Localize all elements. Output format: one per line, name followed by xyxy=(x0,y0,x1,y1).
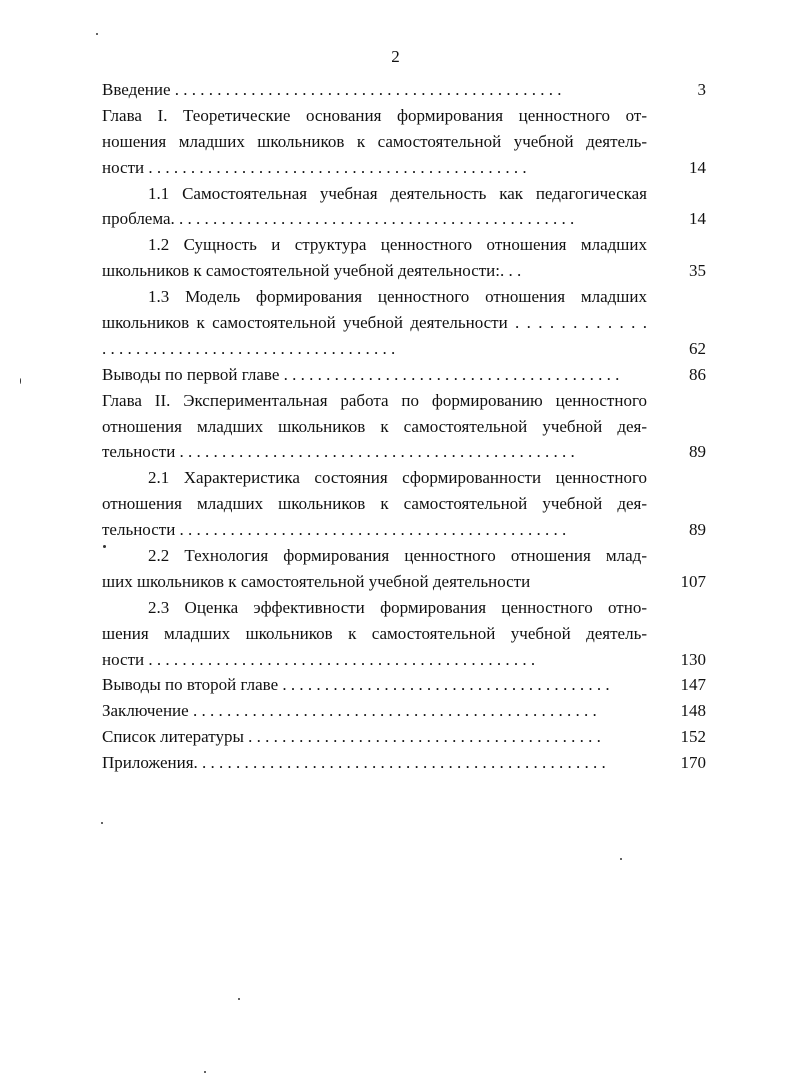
toc-entry-line: Заключение . . . . . . . . . . . . . . . . . . . . . . . . . . . . . . . . . . . . . . . . . . . . . . . . xyxy=(102,701,597,721)
toc-entry-line: . . . . . . . . . . . . . . . . . . . . . . . . . . . . . . . . . . . xyxy=(102,338,396,358)
toc-entry-line: Выводы по второй главе . . . . . . . . . . . . . . . . . . . . . . . . . . . . . . . . . . . . . . . xyxy=(102,675,610,695)
toc-entry xyxy=(102,232,706,284)
toc-entry xyxy=(102,698,706,724)
toc-entry xyxy=(102,543,706,595)
toc-entry xyxy=(102,465,706,543)
scan-speck xyxy=(204,1071,206,1073)
toc-entry-line: Список литературы . . . . . . . . . . . . . . . . . . . . . . . . . . . . . . . . . . . . . . . . . . xyxy=(102,727,601,747)
toc-entry xyxy=(102,750,706,776)
toc-entry-line: отношения младших школьников к самостоятельной учебной дея- xyxy=(102,416,647,436)
page-number: 2 xyxy=(391,47,400,66)
toc-page-number: 147 xyxy=(680,675,706,695)
toc-entry-line: школьников к самостоятельной учебной деятельности . . . . . . . . . . . . xyxy=(102,313,647,333)
scan-speck xyxy=(620,858,622,860)
toc-entry-line: тельности . . . . . . . . . . . . . . . . . . . . . . . . . . . . . . . . . . . . . . . . . . . . . . xyxy=(102,520,567,540)
toc-page-number: 107 xyxy=(680,571,706,591)
toc-page-number: 14 xyxy=(689,157,706,177)
scan-speck xyxy=(101,822,103,824)
toc-entry-line: Приложения. . . . . . . . . . . . . . . . . . . . . . . . . . . . . . . . . . . . . . . . . . . . . . . . . xyxy=(102,753,606,773)
toc-entry-line: шения младших школьников к самостоятельной учебной деятель- xyxy=(102,623,647,643)
toc-page-number: 89 xyxy=(689,442,706,462)
toc-entry-line: отношения младших школьников к самостоятельной учебной дея- xyxy=(102,494,647,514)
toc-page-number: 62 xyxy=(689,338,706,358)
toc-entry xyxy=(102,388,706,466)
toc-page-number: 152 xyxy=(680,727,706,747)
scan-speck xyxy=(20,378,21,384)
toc-page-number: 3 xyxy=(697,79,706,99)
toc-entry-line: ности . . . . . . . . . . . . . . . . . . . . . . . . . . . . . . . . . . . . . . . . . . . . . . xyxy=(102,649,536,669)
toc-page-number: 89 xyxy=(689,520,706,540)
toc-entry xyxy=(102,595,706,673)
toc-page-number: 130 xyxy=(680,649,706,669)
toc-entry-line: 1.1 Самостоятельная учебная деятельность как педагогическая xyxy=(148,183,647,203)
scan-speck xyxy=(103,545,106,548)
toc-page-number: 86 xyxy=(689,364,706,384)
toc-entry-line: 1.3 Модель формирования ценностного отношения младших xyxy=(148,287,647,307)
toc-entry-line: Глава II. Экспериментальная работа по формированию ценностного xyxy=(102,390,647,410)
toc-page-number: 35 xyxy=(689,261,706,281)
toc-entry-line: ношения младших школьников к самостоятельной учебной деятель- xyxy=(102,131,647,151)
scan-speck xyxy=(238,998,240,1000)
toc-entry xyxy=(102,672,706,698)
toc-entry xyxy=(102,362,706,388)
toc-entry xyxy=(102,181,706,233)
toc-entry-line: Выводы по первой главе . . . . . . . . . . . . . . . . . . . . . . . . . . . . . . . . . . . . . . . . xyxy=(102,364,620,384)
toc-entry xyxy=(102,724,706,750)
toc-entry-line: 2.3 Оценка эффективности формирования ценностного отно- xyxy=(148,597,647,617)
toc-entry-line: 1.2 Сущность и структура ценностного отношения младших xyxy=(148,235,647,255)
toc-page-number: 14 xyxy=(689,209,706,229)
toc-entry-line: Введение . . . . . . . . . . . . . . . . . . . . . . . . . . . . . . . . . . . . . . . . . . . . . . xyxy=(102,80,562,99)
toc-entry xyxy=(102,103,706,181)
toc-entry-line: ности . . . . . . . . . . . . . . . . . . . . . . . . . . . . . . . . . . . . . . . . . . . . . xyxy=(102,157,527,177)
toc-entry xyxy=(102,77,706,103)
toc-entry-line: 2.1 Характеристика состояния сформированности ценностного xyxy=(148,468,647,488)
toc-entry xyxy=(102,284,706,362)
scan-speck xyxy=(96,33,98,35)
toc-entry-line: проблема. . . . . . . . . . . . . . . . . . . . . . . . . . . . . . . . . . . . . . . . . . . . . . . . xyxy=(102,209,575,229)
toc-entry-line: школьников к самостоятельной учебной деятельности:. . . xyxy=(102,261,522,281)
toc-entry-line: Глава I. Теоретические основания формирования ценностного от- xyxy=(102,105,647,125)
table-of-contents xyxy=(102,77,706,776)
toc-page-number: 170 xyxy=(680,753,706,773)
toc-entry-line: 2.2 Технология формирования ценностного отношения млад- xyxy=(148,546,647,566)
toc-entry-line: тельности . . . . . . . . . . . . . . . . . . . . . . . . . . . . . . . . . . . . . . . . . . . . . . . xyxy=(102,442,575,462)
toc-page-number: 148 xyxy=(680,701,706,721)
toc-entry-line: ших школьников к самостоятельной учебной деятельности xyxy=(102,571,531,591)
